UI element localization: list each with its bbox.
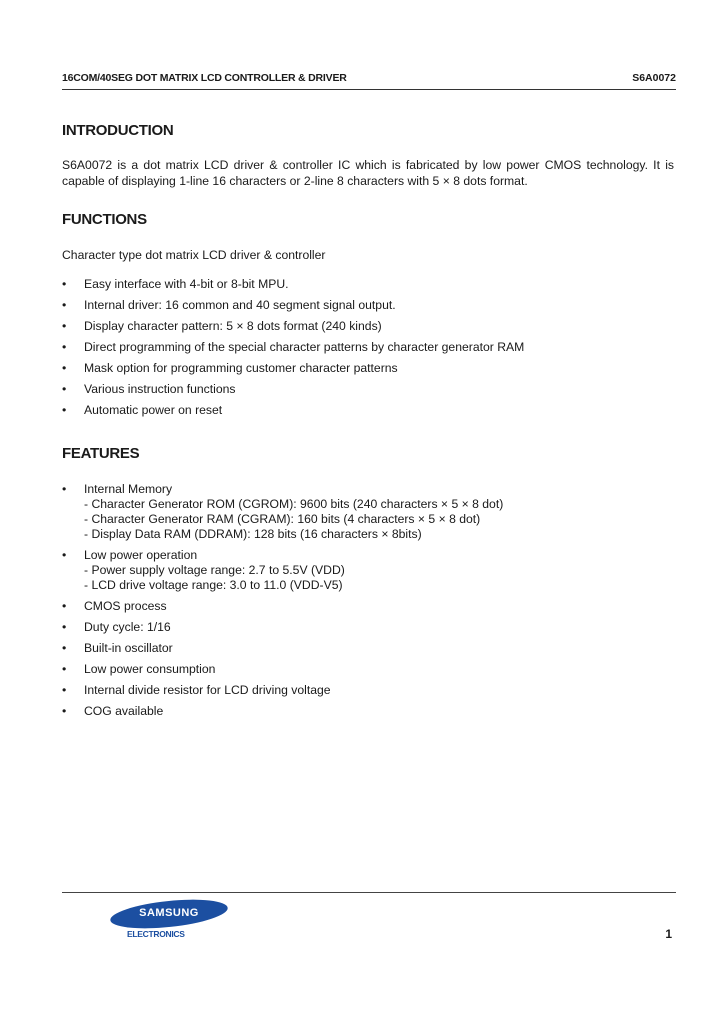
feature-item-text: Low power operation — [84, 548, 198, 562]
introduction-heading: INTRODUCTION — [62, 122, 174, 139]
features-list — [62, 482, 503, 725]
feature-sub-item: - LCD drive voltage range: 3.0 to 11.0 (VDD-V5) — [84, 578, 343, 592]
feature-item — [62, 662, 503, 677]
function-item-text: Easy interface with 4-bit or 8-bit MPU. — [84, 277, 289, 291]
feature-item-text: CMOS process — [84, 599, 167, 613]
feature-sub-item: - Character Generator RAM (CGRAM): 160 bits (4 characters × 5 × 8 dot) — [84, 512, 481, 526]
function-item-text: Automatic power on reset — [84, 403, 223, 417]
feature-item-text: Low power consumption — [84, 662, 216, 676]
footer-divider — [62, 892, 676, 893]
page-header — [62, 72, 676, 88]
samsung-logo-text: SAMSUNG — [139, 907, 199, 919]
part-number: S6A0072 — [632, 72, 676, 84]
feature-item — [62, 482, 503, 542]
feature-item — [62, 620, 503, 635]
feature-sub-item: - Character Generator ROM (CGROM): 9600 bits (240 characters × 5 × 8 dot) — [84, 497, 504, 511]
bullet-icon: • — [62, 298, 67, 312]
function-item — [62, 340, 524, 355]
electronics-label: ELECTRONICS — [127, 929, 185, 939]
bullet-icon: • — [62, 641, 67, 655]
bullet-icon: • — [62, 340, 67, 354]
function-item-text: Direct programming of the special character patterns by character generator RAM — [84, 340, 525, 354]
bullet-icon: • — [62, 482, 67, 496]
functions-subtitle: Character type dot matrix LCD driver & controller — [62, 248, 326, 262]
function-item-text: Mask option for programming customer character patterns — [84, 361, 398, 375]
feature-item — [62, 641, 503, 656]
feature-item — [62, 599, 503, 614]
features-heading: FEATURES — [62, 445, 140, 462]
feature-sub-item: - Power supply voltage range: 2.7 to 5.5V (VDD) — [84, 563, 345, 577]
bullet-icon: • — [62, 382, 67, 396]
bullet-icon: • — [62, 277, 67, 291]
feature-item-text: COG available — [84, 704, 164, 718]
function-item-text: Various instruction functions — [84, 382, 236, 396]
function-item — [62, 319, 524, 334]
bullet-icon: • — [62, 704, 67, 718]
bullet-icon: • — [62, 620, 67, 634]
bullet-icon: • — [62, 683, 67, 697]
document-title: 16COM/40SEG DOT MATRIX LCD CONTROLLER & DRIVER — [62, 72, 347, 84]
bullet-icon: • — [62, 319, 67, 333]
function-item — [62, 361, 524, 376]
function-item — [62, 298, 524, 313]
feature-sub-item: - Display Data RAM (DDRAM): 128 bits (16 characters × 8bits) — [84, 527, 422, 541]
bullet-icon: • — [62, 662, 67, 676]
function-item — [62, 277, 524, 292]
feature-item-text: Internal Memory — [84, 482, 173, 496]
feature-item — [62, 704, 503, 719]
page-number: 1 — [665, 927, 672, 941]
bullet-icon: • — [62, 361, 67, 375]
introduction-text: S6A0072 is a dot matrix LCD driver & controller IC which is fabricated by low power CMOS technology. It is capable of displaying 1-line 16 characters or 2-line 8 characters with 5 × 8 dots format. — [62, 158, 674, 188]
function-item — [62, 403, 524, 418]
function-item-text: Display character pattern: 5 × 8 dots format (240 kinds) — [84, 319, 382, 333]
feature-item-text: Internal divide resistor for LCD driving voltage — [84, 683, 331, 697]
feature-item — [62, 683, 503, 698]
bullet-icon: • — [62, 548, 67, 562]
bullet-icon: • — [62, 403, 67, 417]
feature-item — [62, 548, 503, 593]
bullet-icon: • — [62, 599, 67, 613]
header-divider — [62, 89, 676, 90]
function-item-text: Internal driver: 16 common and 40 segment signal output. — [84, 298, 396, 312]
function-item — [62, 382, 524, 397]
feature-item-text: Duty cycle: 1/16 — [84, 620, 171, 634]
feature-item-text: Built-in oscillator — [84, 641, 173, 655]
functions-heading: FUNCTIONS — [62, 211, 147, 228]
functions-list — [62, 277, 524, 424]
